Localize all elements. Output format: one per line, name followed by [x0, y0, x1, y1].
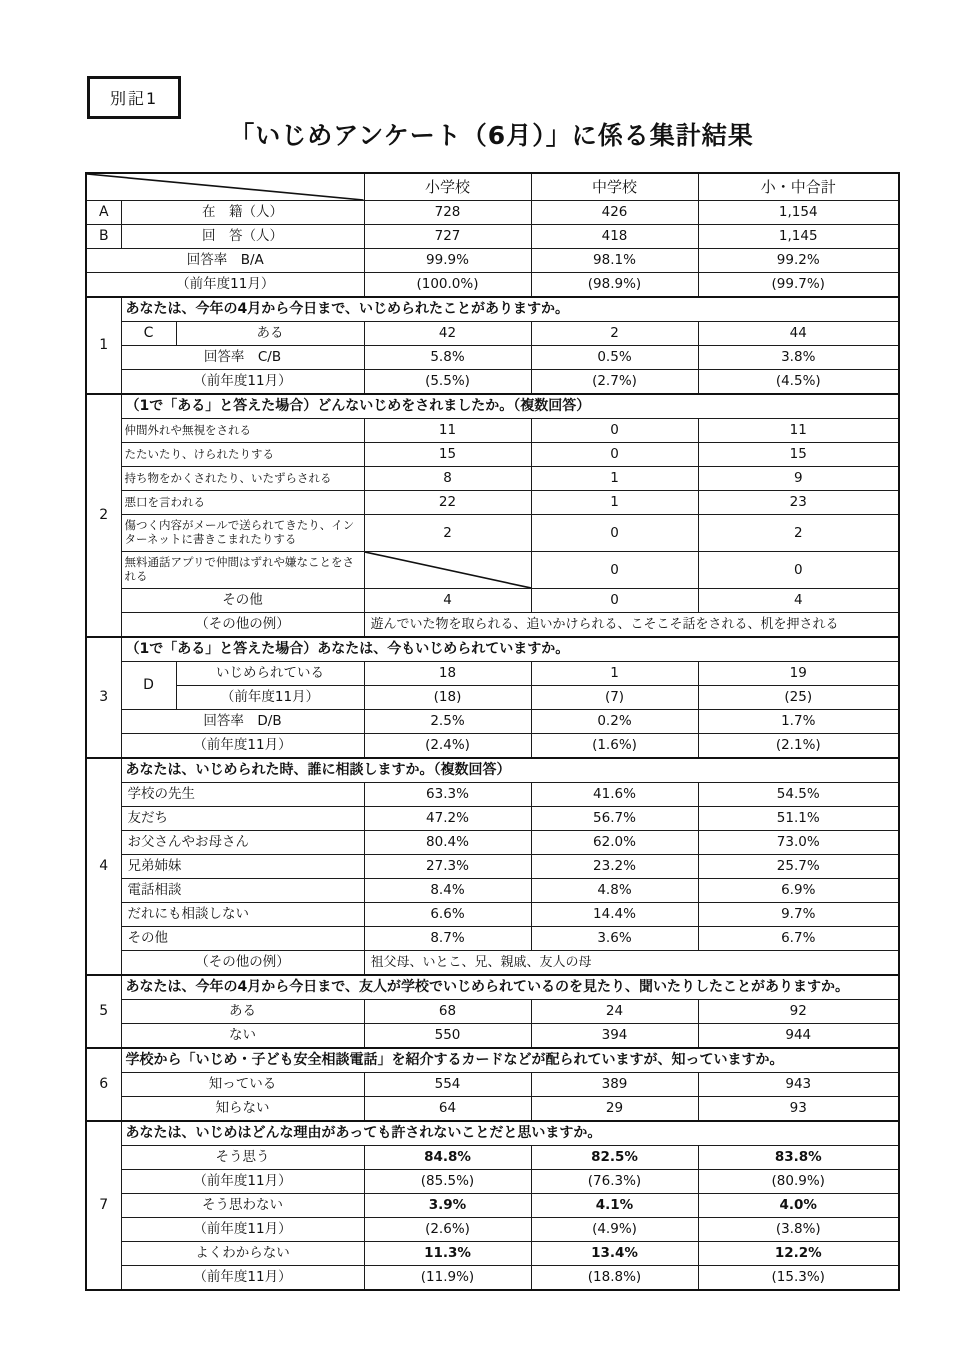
- row-label: （前年度11月）: [121, 370, 364, 395]
- section-question-row: [86, 394, 899, 419]
- value-cell: 0: [531, 443, 698, 467]
- table-row: [86, 662, 899, 686]
- value-cell: 22: [364, 491, 531, 515]
- row-label: （その他の例）: [121, 951, 364, 976]
- value-cell: 550: [364, 1024, 531, 1049]
- value-cell: 389: [531, 1073, 698, 1097]
- value-cell: 92: [698, 1000, 899, 1024]
- row-label: 回 答（人）: [121, 225, 364, 249]
- row-label: その他: [121, 589, 364, 613]
- value-cell: 1,154: [698, 201, 899, 225]
- value-cell: (5.5%): [364, 370, 531, 395]
- table-row: [86, 1073, 899, 1097]
- value-cell: 80.4%: [364, 831, 531, 855]
- table-row: [86, 322, 899, 346]
- row-label: 兄弟姉妹: [121, 855, 364, 879]
- value-cell: 83.8%: [698, 1146, 899, 1170]
- section-question: あなたは、いじめはどんな理由があっても許されないことだと思いますか。: [121, 1121, 899, 1146]
- row-label: 回答率 B/A: [86, 249, 364, 273]
- row-label: その他: [121, 927, 364, 951]
- value-cell: 2: [698, 515, 899, 552]
- value-cell: 418: [531, 225, 698, 249]
- section-question: あなたは、今年の4月から今日まで、いじめられたことがありますか。: [121, 297, 899, 322]
- value-cell: 29: [531, 1097, 698, 1122]
- table-row: [86, 370, 899, 395]
- section-number: 6: [86, 1048, 121, 1121]
- value-cell: 4.0%: [698, 1194, 899, 1218]
- value-cell: 554: [364, 1073, 531, 1097]
- value-cell: 41.6%: [531, 783, 698, 807]
- row-label: （前年度11月）: [176, 686, 364, 710]
- value-cell: (18.8%): [531, 1266, 698, 1291]
- table-row: [86, 807, 899, 831]
- row-label: （前年度11月）: [121, 1218, 364, 1242]
- value-cell: (2.1%): [698, 734, 899, 759]
- row-letter: B: [86, 225, 121, 249]
- row-label: ない: [121, 1024, 364, 1049]
- section-question: （1で「ある」と答えた場合）どんないじめをされましたか。（複数回答）: [121, 394, 899, 419]
- value-cell: 23.2%: [531, 855, 698, 879]
- value-cell: 56.7%: [531, 807, 698, 831]
- table-row: [86, 1000, 899, 1024]
- attachment-tag-label: 別記1: [110, 89, 159, 108]
- value-cell: (18): [364, 686, 531, 710]
- value-cell: 98.1%: [531, 249, 698, 273]
- value-cell: 68: [364, 1000, 531, 1024]
- table-row: [86, 346, 899, 370]
- value-cell: 13.4%: [531, 1242, 698, 1266]
- section-question: （1で「ある」と答えた場合）あなたは、今もいじめられていますか。: [121, 637, 899, 662]
- row-label: 仲間外れや無視をされる: [121, 419, 364, 443]
- table-row: [86, 467, 899, 491]
- value-cell: 47.2%: [364, 807, 531, 831]
- row-label: （前年度11月）: [121, 734, 364, 759]
- section-question-row: [86, 975, 899, 1000]
- value-cell: (25): [698, 686, 899, 710]
- value-cell: 3.8%: [698, 346, 899, 370]
- value-cell: (15.3%): [698, 1266, 899, 1291]
- value-cell: (7): [531, 686, 698, 710]
- value-cell: 6.6%: [364, 903, 531, 927]
- value-cell: 3.6%: [531, 927, 698, 951]
- section-number: 5: [86, 975, 121, 1048]
- value-cell: 1.7%: [698, 710, 899, 734]
- value-cell: 8.7%: [364, 927, 531, 951]
- row-letter: D: [121, 662, 176, 710]
- value-cell: 0: [531, 589, 698, 613]
- row-label: お父さんやお母さん: [121, 831, 364, 855]
- survey-table: [85, 172, 900, 1291]
- row-label: 傷つく内容がメールで送られてきたり、インターネットに書きこまれたりする: [121, 515, 364, 552]
- value-cell: (4.5%): [698, 370, 899, 395]
- value-cell: 4: [364, 589, 531, 613]
- row-label: （前年度11月）: [86, 273, 364, 298]
- row-label: 無料通話アプリで仲間はずれや嫌なことをされる: [121, 552, 364, 589]
- section-number: 4: [86, 758, 121, 975]
- value-cell: 4.8%: [531, 879, 698, 903]
- table-row: [86, 419, 899, 443]
- table-row: [86, 903, 899, 927]
- value-cell: 6.7%: [698, 927, 899, 951]
- value-cell: 0: [698, 552, 899, 589]
- value-cell: 54.5%: [698, 783, 899, 807]
- value-cell: 943: [698, 1073, 899, 1097]
- table-row: [86, 443, 899, 467]
- value-cell: (2.4%): [364, 734, 531, 759]
- row-letter: C: [121, 322, 176, 346]
- value-cell: 25.7%: [698, 855, 899, 879]
- table-row: [86, 1170, 899, 1194]
- diagonal-strike-line: [87, 174, 364, 200]
- row-label: 回答率 D/B: [121, 710, 364, 734]
- table-row: [86, 613, 899, 638]
- value-cell: 63.3%: [364, 783, 531, 807]
- value-cell: 19: [698, 662, 899, 686]
- value-cell: 394: [531, 1024, 698, 1049]
- value-cell: 62.0%: [531, 831, 698, 855]
- value-cell: (98.9%): [531, 273, 698, 298]
- value-cell: (99.7%): [698, 273, 899, 298]
- table-row: [86, 1146, 899, 1170]
- value-cell: 93: [698, 1097, 899, 1122]
- attachment-tag-box: [87, 76, 181, 119]
- value-cell: 27.3%: [364, 855, 531, 879]
- row-label: いじめられている: [176, 662, 364, 686]
- table-row: [86, 831, 899, 855]
- section-question-row: [86, 1048, 899, 1073]
- value-cell: 727: [364, 225, 531, 249]
- value-cell: 0: [531, 419, 698, 443]
- section-number: 7: [86, 1121, 121, 1290]
- table-row: [86, 249, 899, 273]
- value-cell: 84.8%: [364, 1146, 531, 1170]
- value-cell: 12.2%: [698, 1242, 899, 1266]
- value-cell: (2.6%): [364, 1218, 531, 1242]
- row-label: 友だち: [121, 807, 364, 831]
- table-row: [86, 1194, 899, 1218]
- table-row: [86, 1266, 899, 1291]
- row-label: ある: [121, 1000, 364, 1024]
- value-cell: 3.9%: [364, 1194, 531, 1218]
- value-cell: (3.8%): [698, 1218, 899, 1242]
- table-row: [86, 225, 899, 249]
- value-cell: 15: [698, 443, 899, 467]
- value-cell: 0.2%: [531, 710, 698, 734]
- value-cell: 5.8%: [364, 346, 531, 370]
- empty-diagonal-cell: [364, 552, 531, 589]
- table-row: [86, 879, 899, 903]
- row-label: 学校の先生: [121, 783, 364, 807]
- section-question: あなたは、いじめられた時、誰に相談しますか。（複数回答）: [121, 758, 899, 783]
- table-row: [86, 589, 899, 613]
- value-cell: 15: [364, 443, 531, 467]
- example-text: 遊んでいた物を取られる、追いかけられる、こそこそ話をされる、机を押される: [364, 613, 899, 638]
- value-cell: 1: [531, 467, 698, 491]
- table-row: [86, 783, 899, 807]
- table-row: [86, 1242, 899, 1266]
- row-label: 知っている: [121, 1073, 364, 1097]
- section-question: あなたは、今年の4月から今日まで、友人が学校でいじめられているのを見たり、聞いたりしたことがありますか。: [121, 975, 899, 1000]
- diagonal-strike-line: [365, 552, 531, 588]
- table-row: [86, 491, 899, 515]
- row-label: よくわからない: [121, 1242, 364, 1266]
- value-cell: 14.4%: [531, 903, 698, 927]
- section-question: 学校から「いじめ・子ども安全相談電話」を紹介するカードなどが配られていますが、知っていますか。: [121, 1048, 899, 1073]
- value-cell: 2: [531, 322, 698, 346]
- table-row: [86, 855, 899, 879]
- value-cell: 1,145: [698, 225, 899, 249]
- row-label: 持ち物をかくされたり、いたずらされる: [121, 467, 364, 491]
- value-cell: 99.9%: [364, 249, 531, 273]
- row-label: （その他の例）: [121, 613, 364, 638]
- value-cell: 8: [364, 467, 531, 491]
- value-cell: 728: [364, 201, 531, 225]
- value-cell: 11: [698, 419, 899, 443]
- section-number: 2: [86, 394, 121, 637]
- section-question-row: [86, 637, 899, 662]
- value-cell: 64: [364, 1097, 531, 1122]
- value-cell: (1.6%): [531, 734, 698, 759]
- value-cell: (11.9%): [364, 1266, 531, 1291]
- row-label: そう思わない: [121, 1194, 364, 1218]
- row-letter: A: [86, 201, 121, 225]
- section-number: 3: [86, 637, 121, 758]
- value-cell: 23: [698, 491, 899, 515]
- column-header: 中学校: [531, 173, 698, 201]
- value-cell: 0.5%: [531, 346, 698, 370]
- section-question-row: [86, 758, 899, 783]
- value-cell: 11: [364, 419, 531, 443]
- value-cell: 1: [531, 662, 698, 686]
- table-row: [86, 273, 899, 298]
- table-row: [86, 1097, 899, 1122]
- table-header-row: [86, 173, 899, 201]
- value-cell: 4: [698, 589, 899, 613]
- row-label: だれにも相談しない: [121, 903, 364, 927]
- table-row: [86, 552, 899, 589]
- section-question-row: [86, 297, 899, 322]
- row-label: （前年度11月）: [121, 1266, 364, 1291]
- table-row: [86, 951, 899, 976]
- section-question-row: [86, 1121, 899, 1146]
- value-cell: 44: [698, 322, 899, 346]
- table-row: [86, 515, 899, 552]
- table-row: [86, 1218, 899, 1242]
- table-row: [86, 710, 899, 734]
- value-cell: 82.5%: [531, 1146, 698, 1170]
- value-cell: (85.5%): [364, 1170, 531, 1194]
- value-cell: 0: [531, 515, 698, 552]
- value-cell: 9: [698, 467, 899, 491]
- value-cell: (76.3%): [531, 1170, 698, 1194]
- value-cell: 73.0%: [698, 831, 899, 855]
- value-cell: 0: [531, 552, 698, 589]
- value-cell: 2.5%: [364, 710, 531, 734]
- table-row: [86, 201, 899, 225]
- table-row: [86, 1024, 899, 1049]
- table-row: [86, 734, 899, 759]
- row-label: ある: [176, 322, 364, 346]
- value-cell: (4.9%): [531, 1218, 698, 1242]
- row-label: 悪口を言われる: [121, 491, 364, 515]
- example-text: 祖父母、いとこ、兄、親戚、友人の母: [364, 951, 899, 976]
- row-label: 在 籍（人）: [121, 201, 364, 225]
- value-cell: 1: [531, 491, 698, 515]
- value-cell: 42: [364, 322, 531, 346]
- survey-table-body: [86, 173, 899, 1290]
- row-label: 知らない: [121, 1097, 364, 1122]
- column-header: 小・中合計: [698, 173, 899, 201]
- row-label: そう思う: [121, 1146, 364, 1170]
- value-cell: (100.0%): [364, 273, 531, 298]
- value-cell: 24: [531, 1000, 698, 1024]
- value-cell: 18: [364, 662, 531, 686]
- value-cell: 4.1%: [531, 1194, 698, 1218]
- value-cell: (2.7%): [531, 370, 698, 395]
- header-corner-diagonal: [86, 173, 364, 201]
- row-label: （前年度11月）: [121, 1170, 364, 1194]
- table-row: [86, 927, 899, 951]
- value-cell: 99.2%: [698, 249, 899, 273]
- row-label: 電話相談: [121, 879, 364, 903]
- value-cell: 6.9%: [698, 879, 899, 903]
- value-cell: 51.1%: [698, 807, 899, 831]
- table-row: [86, 686, 899, 710]
- row-label: 回答率 C/B: [121, 346, 364, 370]
- section-number: 1: [86, 297, 121, 394]
- value-cell: 8.4%: [364, 879, 531, 903]
- value-cell: (80.9%): [698, 1170, 899, 1194]
- page-title: 「いじめアンケート（6月）」に係る集計結果: [229, 121, 754, 150]
- value-cell: 944: [698, 1024, 899, 1049]
- column-header: 小学校: [364, 173, 531, 201]
- value-cell: 426: [531, 201, 698, 225]
- value-cell: 2: [364, 515, 531, 552]
- value-cell: 9.7%: [698, 903, 899, 927]
- row-label: たたいたり、けられたりする: [121, 443, 364, 467]
- value-cell: 11.3%: [364, 1242, 531, 1266]
